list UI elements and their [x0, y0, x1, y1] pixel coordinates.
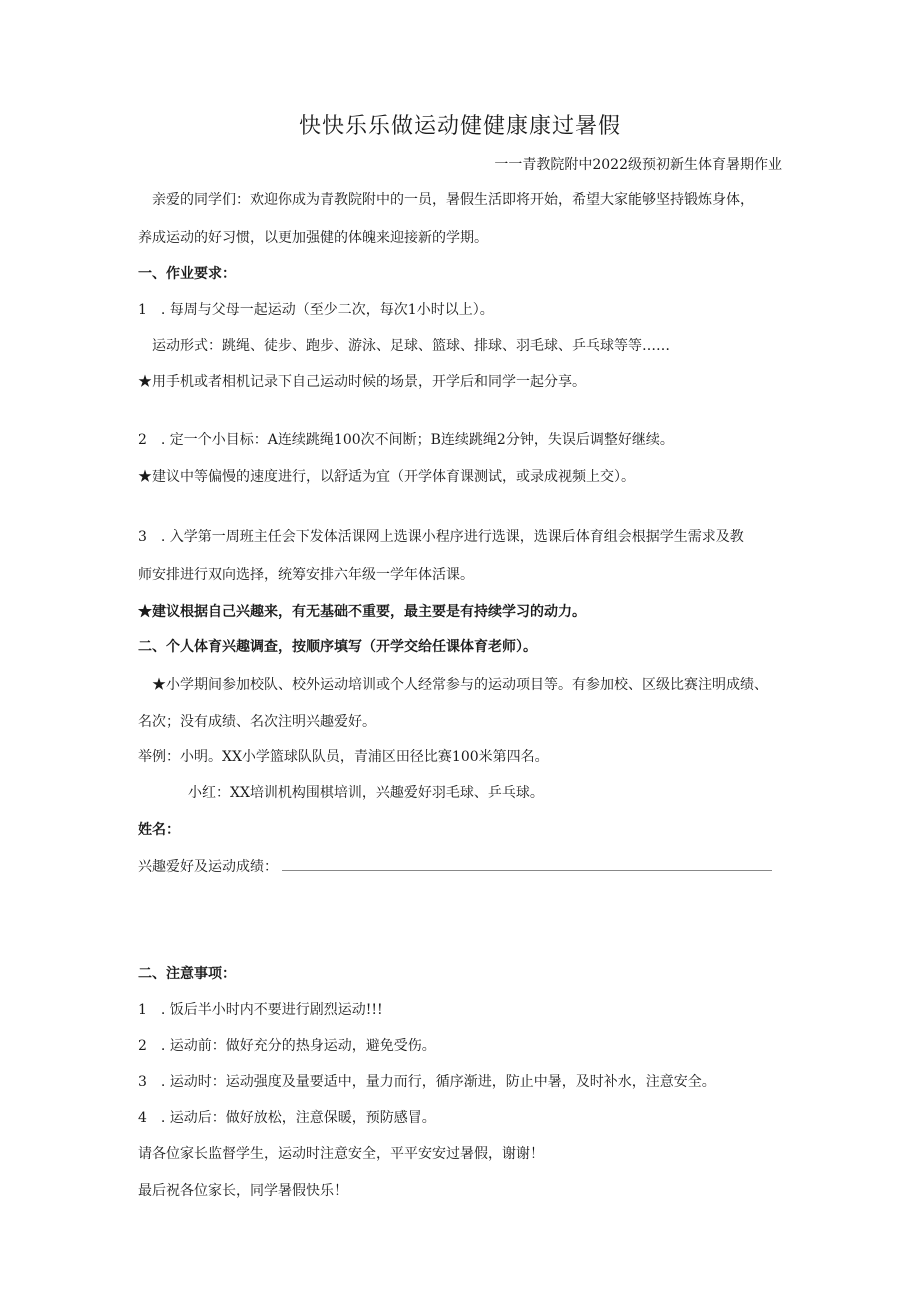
section2-heading: 二、个人体育兴趣调查，按顺序填写（开学交给任课体育老师）。 — [138, 639, 537, 655]
greeting-line-2: 养成运动的好习惯，以更加强健的体魄来迎接新的学期。 — [138, 230, 488, 246]
survey-example-1: 举例：小明。XX小学篮球队队员，青浦区田径比赛100米第四名。 — [138, 749, 549, 765]
requirement-item-2-note: ★建议中等偏慢的速度进行，以舒适为宜（开学体育课测试，或录成视频上交）。 — [138, 469, 635, 485]
closing-line-1: 请各位家长监督学生，运动时注意安全，平平安安过暑假，谢谢！ — [138, 1146, 544, 1162]
requirement-item-1-note: ★用手机或者相机记录下自己运动时候的场景，开学后和同学一起分享。 — [138, 374, 586, 390]
notice-item-1: 1 . 饭后半小时内不要进行剧烈运动!!! — [138, 1002, 383, 1018]
requirement-item-2: 2 . 定一个小目标：A连续跳绳100次不间断；B连续跳绳2分钟，失误后调整好继续。 — [138, 432, 674, 448]
hobby-label: 兴趣爱好及运动成绩： — [138, 859, 278, 875]
hobby-fill-line[interactable] — [282, 856, 772, 871]
closing-line-2: 最后祝各位家长，同学暑假快乐！ — [138, 1183, 348, 1199]
notice-item-4: 4 . 运动后：做好放松，注意保暖，预防感冒。 — [138, 1110, 436, 1126]
name-label: 姓名： — [138, 822, 180, 838]
section3-heading: 二、注意事项： — [138, 966, 236, 982]
requirement-item-3-line-1: 3 . 入学第一周班主任会下发体活课网上选课小程序进行选课，选课后体育组会根据学生需求及教 — [138, 529, 744, 545]
hobby-field-row — [138, 856, 798, 877]
page-title: 快快乐乐做运动健健康康过暑假 — [298, 114, 621, 139]
greeting-line-1: 亲爱的同学们：欢迎你成为青教院附中的一员，暑假生活即将开始，希望大家能够坚持锻炼身体， — [152, 192, 754, 208]
section1-heading: 一、作业要求： — [138, 266, 236, 282]
survey-example-2: 小红：XX培训机构围棋培训，兴趣爱好羽毛球、乒乓球。 — [188, 785, 544, 801]
requirement-item-1: 1 . 每周与父母一起运动（至少二次，每次1小时以上）。 — [138, 302, 494, 318]
survey-desc-line-1: ★小学期间参加校队、校外运动培训或个人经常参与的运动项目等。有参加校、区级比赛注明成绩、 — [152, 677, 768, 693]
survey-desc-line-2: 名次；没有成绩、名次注明兴趣爱好。 — [138, 714, 376, 730]
page-subtitle: 一一青教院附中2022级预初新生体育暑期作业 — [494, 157, 782, 173]
exercise-forms: 运动形式：跳绳、徒步、跑步、游泳、足球、篮球、排球、羽毛球、乒乓球等等…… — [152, 338, 670, 354]
requirement-item-3-note: ★建议根据自己兴趣来，有无基础不重要，最主要是有持续学习的动力。 — [138, 604, 586, 620]
notice-item-3: 3 . 运动时：运动强度及量要适中，量力而行，循序渐进，防止中暑，及时补水，注意安全。 — [138, 1074, 716, 1090]
requirement-item-3-line-2: 师安排进行双向选择，统筹安排六年级一学年体活课。 — [138, 567, 474, 583]
notice-item-2: 2 . 运动前：做好充分的热身运动，避免受伤。 — [138, 1038, 436, 1054]
